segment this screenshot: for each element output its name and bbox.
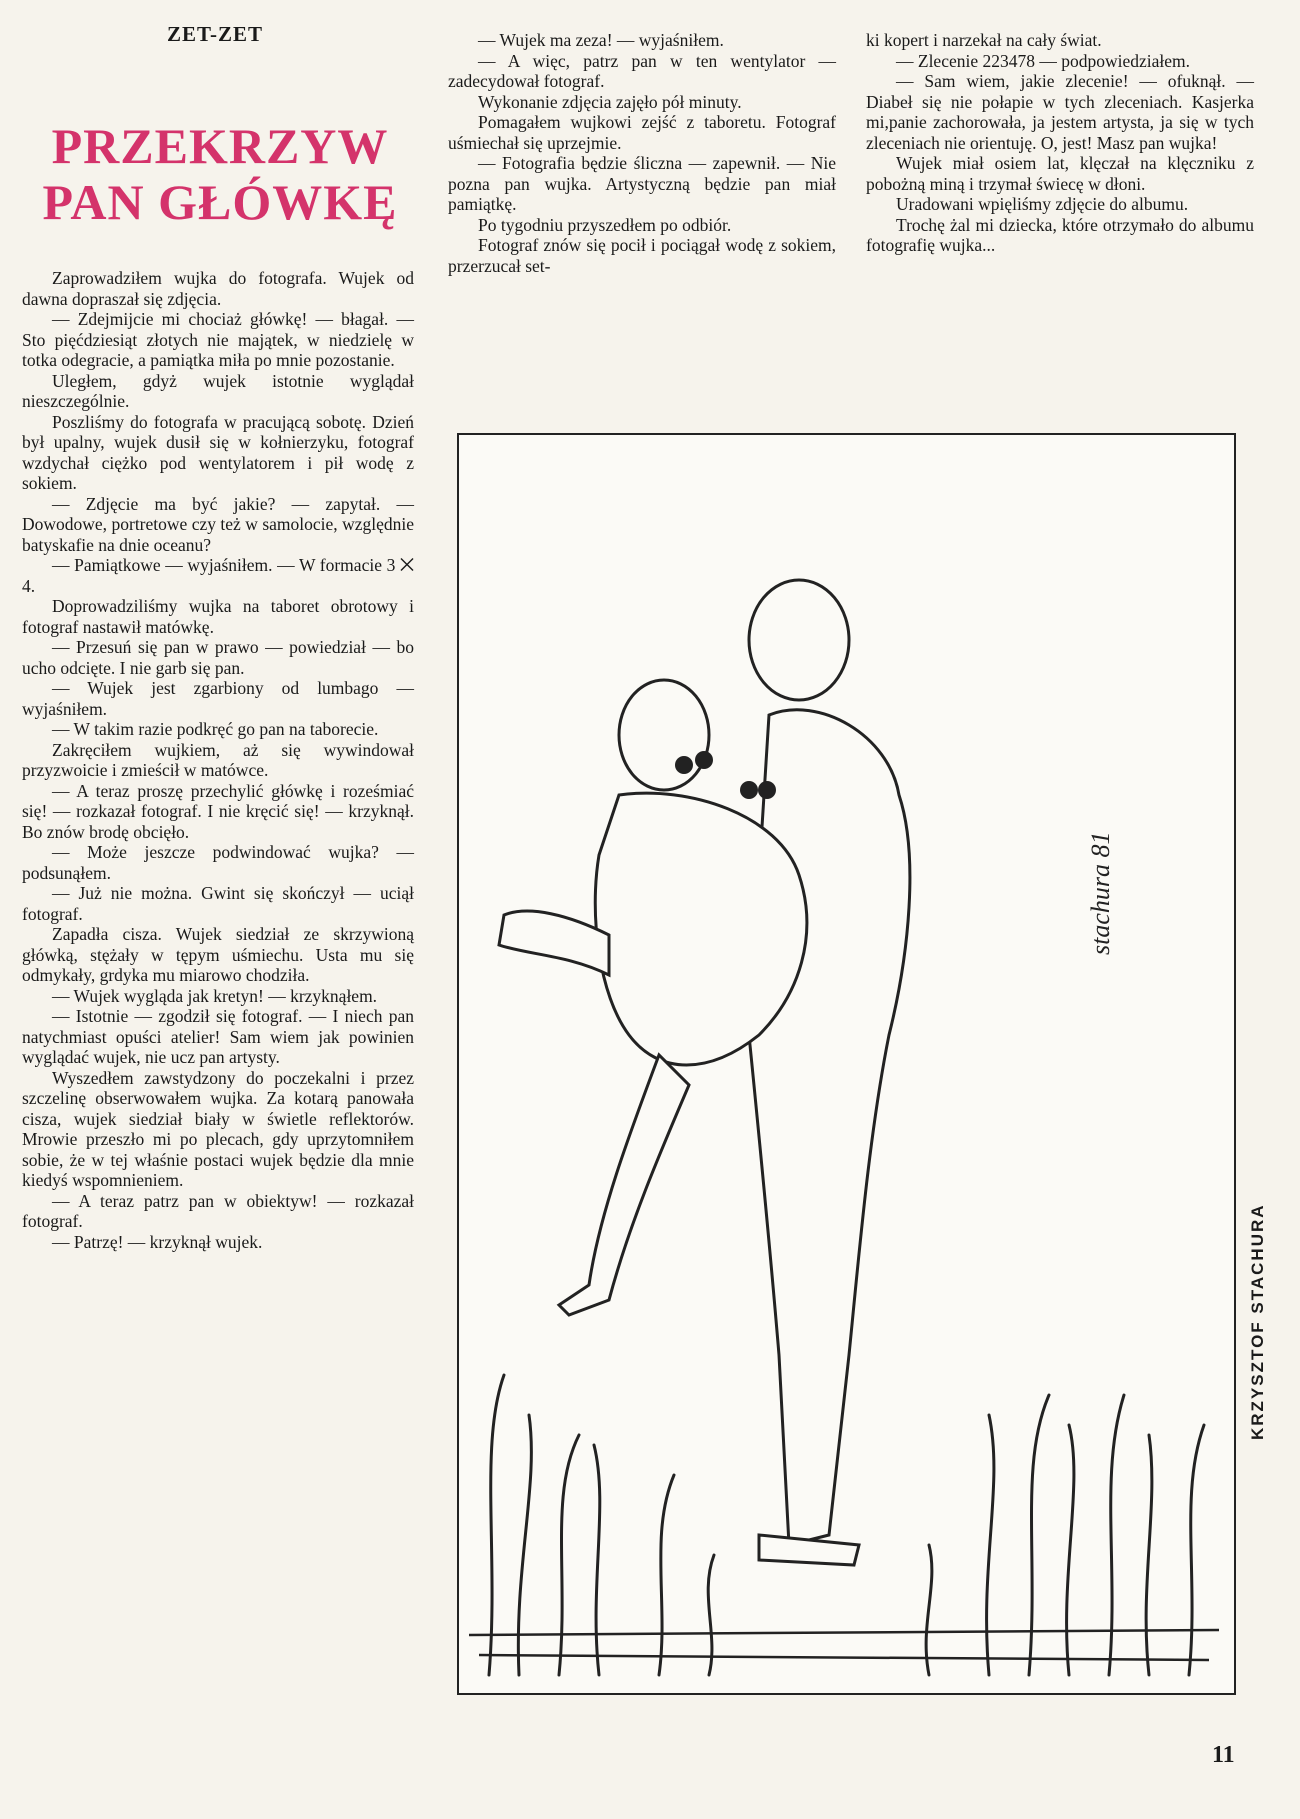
- paragraph: — Już nie można. Gwint się skończył — uciął fotograf.: [22, 883, 414, 924]
- standing-figure: [749, 580, 910, 1565]
- paragraph: — A teraz patrz pan w obiektyw! — rozkazał fotograf.: [22, 1190, 414, 1231]
- text-column-3: [866, 30, 1254, 256]
- paragraph: Fotograf znów się pocił i pociągał wodę z sokiem, przerzucał set-: [448, 235, 836, 276]
- paragraph: Uradowani wpięliśmy zdjęcie do albumu.: [896, 194, 1189, 214]
- text-column-2: [448, 30, 836, 276]
- paragraph: — Zdjęcie ma być jakie? — zapytał. — Dowodowe, portretowe czy też w samolocie, względnie batyskafie na dnie oceanu?: [22, 493, 414, 555]
- paragraph: — Zlecenie 223478 — podpowiedziałem.: [896, 50, 1191, 71]
- paragraph: — Pamiątkowe — wyjaśniłem. — W formacie 3 ⨉ 4.: [22, 555, 414, 596]
- paragraph: ki kopert i narzekał na cały świat.: [866, 30, 1102, 50]
- paragraph: — Może jeszcze podwindować wujka? — podsunąłem.: [22, 842, 414, 883]
- paragraph: — A teraz proszę przechylić główkę i roześmiać się! — rozkazał fotograf. I nie kręcić się! — krzyknął. Bo znów brodę obcięło.: [22, 780, 414, 842]
- title-line-1: PRZEKRZYW: [51, 118, 389, 174]
- paragraph: Doprowadziliśmy wujka na taboret obrotowy i fotograf nastawił matówkę.: [22, 596, 414, 637]
- title-line-2: PAN GŁÓWKĘ: [42, 174, 398, 230]
- paragraph: Wyszedłem zawstydzony do poczekalni i przez szczelinę obserwowałem wujka. Za kotarą panowała cisza, wujek siedział biały w świetle reflektorów. Mrowie przeszło mi po plecach, gdy uprzytomniłem sobie, że w tej właśnie postaci wujek będzie dla mnie kiedyś wspomnieniem.: [22, 1067, 414, 1190]
- paragraph: Wujek miał osiem lat, klęczał na klęczniku z pobożną miną i trzymał świecę w dłoni.: [866, 153, 1254, 194]
- paragraph: Zakręciłem wujkiem, aż się wywindował przyzwoicie i zmieścił w matówce.: [22, 739, 414, 780]
- paragraph: — A więc, patrz pan w ten wentylator — zadecydował fotograf.: [448, 50, 836, 91]
- paragraph: Trochę żal mi dziecka, które otrzymało do albumu fotografię wujka...: [866, 214, 1254, 255]
- paragraph: Zaprowadziłem wujka do fotografa. Wujek od dawna dopraszał się zdjęcia.: [22, 268, 414, 309]
- paragraph: — Fotografia będzie śliczna — zapewnił. — Nie pozna pan wujka. Artystyczną będzie pan miał pamiątkę.: [448, 153, 836, 214]
- cartoon-illustration: [457, 433, 1236, 1695]
- paragraph: — Wujek wygląda jak kretyn! — krzyknąłem.: [52, 985, 378, 1006]
- paragraph: — Wujek jest zgarbiony od lumbago — wyjaśniłem.: [22, 678, 414, 719]
- illustrator-credit: KRZYSZTOF STACHURA: [1248, 1203, 1267, 1440]
- paragraph: Pomagałem wujkowi zejść z taboretu. Fotograf uśmiechał się uprzejmie.: [448, 112, 836, 153]
- cartoon-drawing: [459, 435, 1234, 1693]
- paragraph: Poszliśmy do fotografa w pracującą sobotę. Dzień był upalny, wujek dusił się w kołnierzyku, fotograf wzdychał ciężko pod wentylatorem i pił wodę z sokiem.: [22, 411, 414, 493]
- paragraph: Wykonanie zdjęcia zajęło pół minuty.: [478, 91, 742, 112]
- paragraph: — Wujek ma zeza! — wyjaśniłem.: [478, 30, 724, 50]
- paragraph: Zapadła cisza. Wujek siedział ze skrzywioną główką, stężały w tępym uśmiechu. Usta mu się odmykały, grdyka mu miarowo chodziła.: [22, 924, 414, 985]
- paragraph: — Istotnie — zgodził się fotograf. — I niech pan natychmiast opuści atelier! Sam wiem jak powinien wyglądać wujek, nie ucz pan artysty.: [22, 1006, 414, 1067]
- paragraph: — Patrzę! — krzyknął wujek.: [52, 1231, 263, 1252]
- paragraph: — W takim razie podkręć go pan na taborecie.: [52, 719, 379, 739]
- paragraph: Uległem, gdyż wujek istotnie wyglądał nieszczególnie.: [22, 370, 414, 411]
- ground-lines: [469, 1630, 1219, 1660]
- text-column-1: [22, 268, 414, 1252]
- page-number: 11: [1212, 1742, 1235, 1768]
- carried-figure: [499, 680, 807, 1315]
- paragraph: — Przesuń się pan w prawo — powiedział — bo ucho odcięte. I nie garb się pan.: [22, 637, 414, 678]
- artist-signature: stachura 81: [1086, 831, 1115, 955]
- paragraph: — Sam wiem, jakie zlecenie! — ofuknął. — Diabeł się nie połapie w tych zleceniach. Kasjerka mi,panie zachorowała, ja jestem artysta, ja się w tych zleceniach nie orientuję. O, jest! Masz pan wujka!: [866, 71, 1254, 153]
- paragraph: Po tygodniu przyszedłem po odbiór.: [478, 214, 732, 235]
- paragraph: — Zdejmijcie mi chociaż główkę! — błagał. — Sto pięćdziesiąt złotych nie majątek, w niedzielę w totka odegracie, a pamiątka miła po mnie pozostanie.: [22, 309, 414, 370]
- article-title: [30, 118, 410, 230]
- author-byline: ZET-ZET: [166, 22, 264, 46]
